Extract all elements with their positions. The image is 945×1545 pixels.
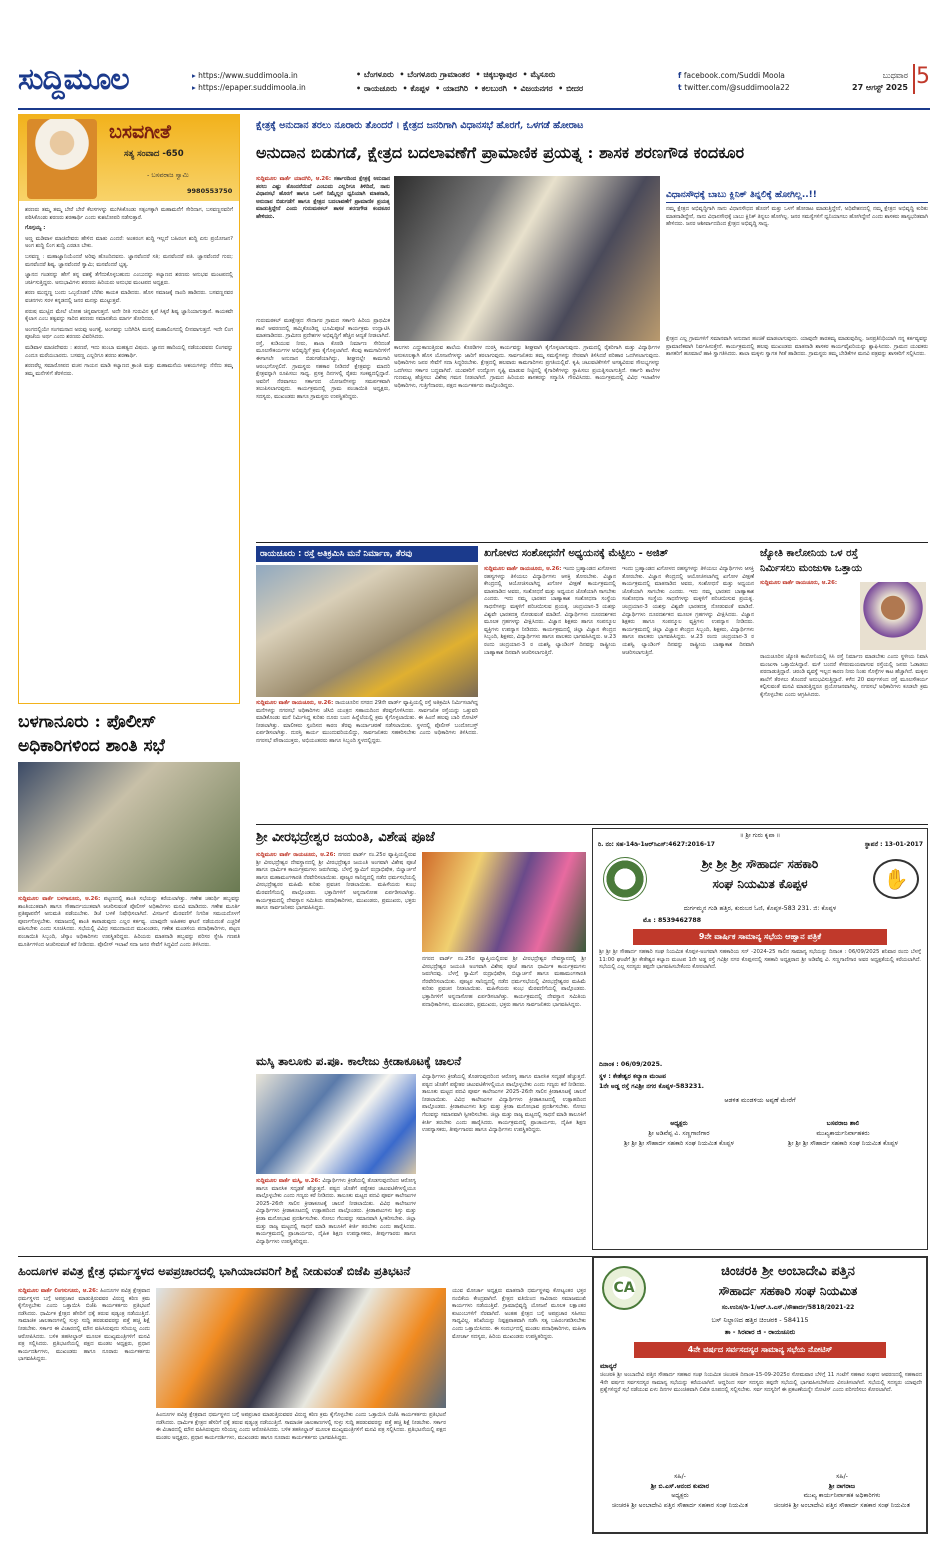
jyoti-colony-article [760, 546, 928, 822]
top-story-sidebar [666, 188, 928, 538]
raichur-photo [256, 565, 478, 697]
ad-notice-text: ಚಿಂಚರಕಿ ಶ್ರೀ ಅಂಬಾದೇವಿ ಪತ್ತಿನ ಸೌಹಾರ್ದ ಸಹಕಾರ ಸಂಘ ನಿಯಮಿತ ಚಿಂಚರಕಿ ದಿನಾಂಕ-15-09-2025ರ ಸೋಮವಾರ ಬೆಳಿಗ್ಗೆ 11 ಗಂಟೆಗೆ ಸಹಕಾರ ಸಂಘದ ಆವರಣದಲ್ಲಿ ಸಹಕಾರದ 4ನೇ ವರ್ಷದ ಸರ್ವಸದಸ್ಯರ ಸಾಮಾನ್ಯ ಸಭೆಯನ್ನು ಕರೆಯಲಾಗಿದೆ. ಆದ್ದರಿಂದ ಸರ್ವ ಸದಸ್ಯರು ತಪ್ಪದೇ ಸಭೆಯಲ್ಲಿ ಭಾಗವಹಿಸಬೇಕೆಂದು ವಿನಂತಿಸಲಾಗಿದೆ. ಸಭೆಯಲ್ಲಿ ಸದಸ್ಯರು ಯಾವುದೇ ಪ್ರಶ್ನೆಗಳಿದ್ದರೆ ಸಭೆ ನಡೆಯುವ ಏಳು ದಿನಗಳ ಮುಂಚಿತವಾಗಿ ಲಿಖಿತ ರೂಪದಲ್ಲಿ ಸಲ್ಲಿಸಬೇಕು. ಸರ್ವ ಸದಸ್ಯರಿಗೆ ಈ ಪ್ರಕಟಣೆಯನ್ನೇ ನೋಟಿಸ್ ಎಂದು ಪರಿಗಣಿಸಲು ಕೋರಲಾಗಿದೆ. [600, 1372, 922, 1394]
ad-place-2: 1ನೇ ಅಡ್ಡ ರಸ್ತೆ ಗವಿಶ್ರೀ ನಗರ ಕೊಪ್ಪಳ-583231. [599, 1083, 704, 1090]
websites [192, 70, 342, 94]
section-divider [256, 542, 928, 543]
article-text: ಇಂದು ಬ್ರಹ್ಮಾಂಡದ ಖಗೋಳದ ರಹಸ್ಯಗಳನ್ನು ತಿಳಿಯಲು ವಿದ್ಯಾರ್ಥಿಗಳು ಆಸಕ್ತಿ ತೋರಬೇಕು. ವಿಜ್ಞಾನ ಕೇಂದ್ರದಲ್ಲಿ ಆಯೋಜಿಸಲಾಗಿದ್ದ ಖಗೋಳ ವೀಕ್ಷಣೆ ಕಾರ್ಯಕ್ರಮದಲ್ಲಿ ಮಾತನಾಡಿದ ಅವರು, ಸಂಶೋಧನೆ ಮತ್ತು ಅಧ್ಯಯನ ಜೊತೆಯಾಗಿ ಸಾಗಬೇಕು ಎಂದರು. ಇದು ನಮ್ಮ ಭಾರತದ ಬಾಹ್ಯಾಕಾಶ ಸಂಶೋಧನಾ ಸಂಸ್ಥೆಯ ಸಾಧನೆಗಳನ್ನು ಮಕ್ಕಳಿಗೆ ಪರಿಚಯಿಸುವ ಪ್ರಯತ್ನ. ಚಂದ್ರಯಾನ-3 ಯಶಸ್ಸು ವಿಶ್ವವೇ ಭಾರತದತ್ತ ನೋಡುವಂತೆ ಮಾಡಿದೆ. ವಿದ್ಯಾರ್ಥಿಗಳು ದೂರದರ್ಶಕದ ಮೂಲಕ ಗ್ರಹಗಳನ್ನು ವೀಕ್ಷಿಸಿದರು. ವಿಜ್ಞಾನ ಶಿಕ್ಷಕರು ಹಾಗೂ ಸಂಪನ್ಮೂಲ ವ್ಯಕ್ತಿಗಳು ಉಪನ್ಯಾಸ ನೀಡಿದರು. ಕಾರ್ಯಕ್ರಮದಲ್ಲಿ ಜಿಲ್ಲಾ ವಿಜ್ಞಾನ ಕೇಂದ್ರದ ಸಿಬ್ಬಂದಿ, ಶಿಕ್ಷಕರು, ವಿದ್ಯಾರ್ಥಿಗಳು ಹಾಗೂ ಪಾಲಕರು ಭಾಗವಹಿಸಿದ್ದರು. ಆ.23 ರಂದು ಚಂದ್ರಯಾನ-3 ರ ಯಶಸ್ವಿ ಲ್ಯಾಂಡಿಂಗ್ ದಿನವನ್ನು ರಾಷ್ಟ್ರೀಯ ಬಾಹ್ಯಾಕಾಶ ದಿನವಾಗಿ ಆಚರಿಸಲಾಗುತ್ತಿದೆ. [484, 566, 616, 656]
logo: ಸುದ್ದಿಮೂಲ [18, 62, 129, 97]
maski-article [256, 1052, 586, 1250]
sign-role: ಅಧ್ಯಕ್ಷರು [670, 1120, 688, 1127]
basava-para: ಜ್ಞಾನದ ಗಂಡನನ್ನು ಹೇಗೆ ತನ್ನ ವಶಕ್ಕೆ ತೆಗೆದುಕೊಳ್ಳಬಹುದು ಎಂಬುದನ್ನು ಕಲ್ಯಾಣದ ಶರಣರು ಅನುಭವ ಮಂಟಪದಲ್ಲಿ ಚರ್ಚಿಸುತ್ತಿದ್ದರು. ಅನುಭಾವಿಗಳು ಶರಣರು ಹಿರಿಯರು ಅನುಭವ ಮಂಟಪದ ಅಧ್ಯಕ್ಷರು. [25, 272, 233, 286]
sign-org: ಚಿಂಚರಕಿ ಶ್ರೀ ಅಂಬಾದೇವಿ ಪತ್ತಿನ ಸೌಹಾರ್ದ ಸಹಕಾರ ಸಂಘ ನಿಯಮಿತ [612, 1501, 748, 1509]
article-text: ನಗರದ ವಾರ್ಡ್ ನಂ.25ರ ವ್ಯಾಪ್ತಿಯಲ್ಲಿರುವ ಶ್ರೀ ವೀರಭದ್ರೇಶ್ವರ ದೇವಸ್ಥಾನದಲ್ಲಿ ಶ್ರೀ ವೀರಭದ್ರೇಶ್ವರ ಜಯಂತಿ ಅಂಗವಾಗಿ ವಿಶೇಷ ಪೂಜೆ ಹಾಗೂ ಧಾರ್ಮಿಕ ಕಾರ್ಯಕ್ರಮಗಳು ಜರುಗಿದವು. ಬೆಳಗ್ಗೆ ಸ್ವಾಮಿಗೆ ರುದ್ರಾಭಿಷೇಕ, ಬಿಲ್ವಾರ್ಚನೆ ಹಾಗೂ ಮಹಾಮಂಗಳಾರತಿ ನೆರವೇರಿಸಲಾಯಿತು. ಪೂಜ್ಯರ ಸಾನಿಧ್ಯದಲ್ಲಿ ನಡೆದ ಧರ್ಮಸಭೆಯಲ್ಲಿ ವೀರಭದ್ರೇಶ್ವರರ ಮಹಿಮೆ ಕುರಿತು ಪ್ರವಚನ ನೀಡಲಾಯಿತು. ಮಹಿಳೆಯರು ಕುಂಭ ಮೆರವಣಿಗೆಯಲ್ಲಿ ಪಾಲ್ಗೊಂಡರು. ಭಕ್ತಾದಿಗಳಿಗೆ ಅನ್ನದಾಸೋಹ ಏರ್ಪಡಿಸಲಾಗಿತ್ತು. ಕಾರ್ಯಕ್ರಮದಲ್ಲಿ ದೇವಸ್ಥಾನ ಸಮಿತಿಯ ಪದಾಧಿಕಾರಿಗಳು, ಮುಖಂಡರು, ಪ್ರಮುಖರು, ಭಕ್ತರು ಹಾಗೂ ಸಾರ್ವಜನಿಕರು ಭಾಗವಹಿಸಿದ್ದರು. [256, 852, 416, 912]
ad-logo: CA [602, 1266, 646, 1310]
top-story-body: ಗುರುಮಠಕಲ್ ಮತಕ್ಷೇತ್ರದ ಸೌದಾಗರ ಗ್ರಾಮದ ಸರ್ಕಾರಿ ಹಿರಿಯ ಪ್ರಾಥಮಿಕ ಶಾಲೆ ಆವರಣದಲ್ಲಿ ಹಮ್ಮಿಕೊಂಡಿದ್ದ ಭೂಮಿಪೂಜೆ ಕಾರ್ಯಕ್ರಮ ಉದ್ಘಾಟಿಸಿ ಮಾತನಾಡಿದರು. ಗ್ರಾಮೀಣ ಪ್ರದೇಶಗಳ ಅಭಿವೃದ್ಧಿಗೆ ಹೆಚ್ಚಿನ ಆದ್ಯತೆ ನೀಡಲಾಗಿದೆ. ರಸ್ತೆ, ಕುಡಿಯುವ ನೀರು, ಶಾಲಾ ಕೊಠಡಿ ನಿರ್ಮಾಣ ಸೇರಿದಂತೆ ಮೂಲಸೌಕರ್ಯಗಳ ಅಭಿವೃದ್ಧಿಗೆ ಕ್ರಮ ಕೈಗೊಳ್ಳಲಾಗಿದೆ. ಕೆಲವು ಕಾಮಗಾರಿಗಳಿಗೆ ಈಗಾಗಲೇ ಅನುದಾನ ಬಿಡುಗಡೆಯಾಗಿದ್ದು, ಶೀಘ್ರದಲ್ಲೇ ಕಾಮಗಾರಿ ಆರಂಭಗೊಳ್ಳಲಿದೆ. ಗ್ರಾಮಸ್ಥರು ಸಹಕಾರ ನೀಡಿದರೆ ಕ್ಷೇತ್ರವನ್ನು ಮಾದರಿ ಕ್ಷೇತ್ರವನ್ನಾಗಿ ರೂಪಿಸಲು ಸಾಧ್ಯ. ಪ್ರಸಕ್ತ ದಿನಗಳಲ್ಲಿ ರೈತರು ಸಂಕಷ್ಟದಲ್ಲಿದ್ದಾರೆ. ಅವರಿಗೆ ನೆರವಾಗಲು ಸರ್ಕಾರದ ಯೋಜನೆಗಳನ್ನು ಸಮರ್ಪಕವಾಗಿ ತಲುಪಿಸಲಾಗುವುದು. ಕಾರ್ಯಕ್ರಮದಲ್ಲಿ ಗ್ರಾಮ ಪಂಚಾಯಿತಿ ಅಧ್ಯಕ್ಷರು, ಸದಸ್ಯರು, ಮುಖಂಡರು ಹಾಗೂ ಗ್ರಾಮಸ್ಥರು ಉಪಸ್ಥಿತರಿದ್ದರು. [256, 318, 390, 400]
ad-address: ದುರ್ಗಮ್ಮನ ಗುಡಿ ಹತ್ತಿರ, ಕುರುಬರ ಓಣಿ, ಕೊಪ್ಪಳ-583 231. ಜಿ: ಕೊಪ್ಪಳ [683, 905, 837, 912]
veerabhadra-article [256, 828, 586, 1048]
science-body [484, 566, 616, 820]
issue-date-text: 27 ಆಗಸ್ಟ್ 2025 [852, 83, 908, 92]
raichur-body [256, 700, 478, 820]
basava-phone: 9980553750 [187, 187, 233, 195]
sign-role: ಮುಖ್ಯ ಕಾರ್ಯನಿರ್ವಾಹಕ ಅಧಿಕಾರಿಗಳು [803, 1492, 881, 1499]
article-byline: ಸುದ್ದಿಮೂಲ ವಾರ್ತೆ ರಾಯಚೂರು, ಆ.26: [256, 700, 334, 706]
city-row-2 [356, 82, 696, 96]
basava-para: ಶರಣ ಮುದ್ದಣ್ಣ ಬಂದು ಒಬ್ಬರೊಡನೆ ಬೆರೆತು ಕಾಯಕ ಮಾಡಿದರು. ಹೊಸ ಸಮಾಜಕ್ಕೆ ನಾಂದಿ ಹಾಡಿದರು. ಬಸವಣ್ಣನವರ ವಚನಗಳು ಸರಳ ಕನ್ನಡದಲ್ಲಿ ಜನರ ಮನಸ್ಸು ಮುಟ್ಟುತ್ತವೆ. [25, 290, 233, 304]
sign-org: ಶ್ರೀ ಶ್ರೀ ಶ್ರೀ ಸೌಹಾರ್ದ ಸಹಕಾರಿ ಸಂಘ ನಿಯಮಿತ ಕೊಪ್ಪಳ [788, 1140, 898, 1147]
top-story-headline: ಅನುದಾನ ಬಿಡುಗಡೆ, ಕ್ಷೇತ್ರದ ಬದಲಾವಣೆಗೆ ಪ್ರಾಮಾಣಿಕ ಪ್ರಯತ್ನ : ಶಾಸಕ ಶರಣಗೌಡ ಕಂದಕೂರ [256, 143, 745, 162]
sidebar-text-2: ಕ್ಷೇತ್ರದ ಎಲ್ಲ ಗ್ರಾಮಗಳಿಗೆ ಸಮಾನವಾಗಿ ಅನುದಾನ ಹಂಚಿಕೆ ಮಾಡಲಾಗುವುದು. ಯಾವುದೇ ತಾರತಮ್ಯ ಮಾಡುವುದಿಲ್ಲ. ಜನಪ್ರತಿನಿಧಿಯಾಗಿ ನನ್ನ ಕರ್ತವ್ಯವನ್ನು ಪ್ರಾಮಾಣಿಕವಾಗಿ ನಿರ್ವಹಿಸುತ್ತೇನೆ. ಕಾರ್ಯಕ್ರಮದಲ್ಲಿ ಹಲವು ಮುಖಂಡರು ಮಾತನಾಡಿ ಶಾಸಕರ ಕಾರ್ಯವೈಖರಿಯನ್ನು ಶ್ಲಾಘಿಸಿದರು. ಗ್ರಾಮದ ಯುವಕರು ಶಾಸಕರಿಗೆ ಹೂಮಾಲೆ ಹಾಕಿ ಸ್ವಾಗತಿಸಿದರು. ಶಾಲಾ ಮಕ್ಕಳು ಸ್ವಾಗತ ಗೀತೆ ಹಾಡಿದರು. ಗ್ರಾಮಸ್ಥರು ತಮ್ಮ ಬೇಡಿಕೆಗಳ ಮನವಿ ಪತ್ರವನ್ನು ಶಾಸಕರಿಗೆ ಸಲ್ಲಿಸಿದರು. [666, 336, 928, 358]
jyoti-headline-1: ಜ್ಯೋತಿ ಕಾಲೋನಿಯ ಒಳ ರಸ್ತೆ [760, 548, 858, 559]
article-byline: ಸುದ್ದಿಮೂಲ ವಾರ್ತೆ ರಾಯಚೂರು, ಆ.26: [484, 566, 562, 572]
city-item[interactable]: • ಬೀದರ [558, 84, 584, 93]
city-nav [356, 68, 696, 96]
masthead-divider [18, 108, 930, 110]
sign-role: ಅಧ್ಯಕ್ಷರು [671, 1492, 689, 1499]
social-links [678, 70, 828, 94]
bjp-photo [156, 1288, 446, 1408]
raichur-demolition-article [256, 546, 478, 822]
veerabhadra-body-2: ನಗರದ ವಾರ್ಡ್ ನಂ.25ರ ವ್ಯಾಪ್ತಿಯಲ್ಲಿರುವ ಶ್ರೀ ವೀರಭದ್ರೇಶ್ವರ ದೇವಸ್ಥಾನದಲ್ಲಿ ಶ್ರೀ ವೀರಭದ್ರೇಶ್ವರ ಜಯಂತಿ ಅಂಗವಾಗಿ ವಿಶೇಷ ಪೂಜೆ ಹಾಗೂ ಧಾರ್ಮಿಕ ಕಾರ್ಯಕ್ರಮಗಳು ಜರುಗಿದವು. ಬೆಳಗ್ಗೆ ಸ್ವಾಮಿಗೆ ರುದ್ರಾಭಿಷೇಕ, ಬಿಲ್ವಾರ್ಚನೆ ಹಾಗೂ ಮಹಾಮಂಗಳಾರತಿ ನೆರವೇರಿಸಲಾಯಿತು. ಪೂಜ್ಯರ ಸಾನಿಧ್ಯದಲ್ಲಿ ನಡೆದ ಧರ್ಮಸಭೆಯಲ್ಲಿ ವೀರಭದ್ರೇಶ್ವರರ ಮಹಿಮೆ ಕುರಿತು ಪ್ರವಚನ ನೀಡಲಾಯಿತು. ಮಹಿಳೆಯರು ಕುಂಭ ಮೆರವಣಿಗೆಯಲ್ಲಿ ಪಾಲ್ಗೊಂಡರು. ಭಕ್ತಾದಿಗಳಿಗೆ ಅನ್ನದಾಸೋಹ ಏರ್ಪಡಿಸಲಾಗಿತ್ತು. ಕಾರ್ಯಕ್ರಮದಲ್ಲಿ ದೇವಸ್ಥಾನ ಸಮಿತಿಯ ಪದಾಧಿಕಾರಿಗಳು, ಮುಖಂಡರು, ಪ್ರಮುಖರು, ಭಕ್ತರು ಹಾಗೂ ಸಾರ್ವಜನಿಕರು ಭಾಗವಹಿಸಿದ್ದರು. [422, 956, 586, 1008]
ad-sign-1 [600, 1472, 760, 1510]
sidebar-text: ನಮ್ಮ ಕ್ಷೇತ್ರದ ಅಭಿವೃದ್ಧಿಗಾಗಿ ನಾನು ವಿಧಾನಸೌಧದ ಹೊರಗೆ ಮತ್ತು ಒಳಗೆ ಹೋರಾಟ ಮಾಡುತ್ತಿದ್ದೇನೆ, ಅಧಿವೇಶನದಲ್ಲಿ ನಮ್ಮ ಕ್ಷೇತ್ರದ ಅಭಿವೃದ್ಧಿ ಕುರಿತು ಮಾತನಾಡಿದ್ದೇನೆ, ನಾನು ವಿಧಾನಸೌಧಕ್ಕೆ ಬಾಬು ಕ್ಲಿನಿಕ್ ತಿನ್ನಲು ಹೋಗಿಲ್ಲ. ಜನರ ಸಮಸ್ಯೆಗಳಿಗೆ ಧ್ವನಿಯಾಗಲು ಹೋಗಿದ್ದೇನೆ ಎಂದು ಶಾಸಕರು ಹಾಸ್ಯಭರಿತವಾಗಿ ಹೇಳಿದರು. ಜನರ ಆಶೀರ್ವಾದದಿಂದ ಕ್ಷೇತ್ರದ ಅಭಿವೃದ್ಧಿ ಸಾಧ್ಯ. [666, 206, 928, 228]
city-item[interactable]: • ಬೆಂಗಳೂರು ಗ್ರಾಮಾಂತರ [399, 70, 470, 79]
ad-sign-1 [599, 1119, 759, 1149]
maski-headline: ಮಸ್ಕಿ ತಾಲೂಕು ಪ.ಪೂ. ಕಾಲೇಜು ಕ್ರೀಡಾಕೂಟಕ್ಕೆ ಚಾಲನೆ [256, 1054, 462, 1068]
basava-para: ಬಸವಣ್ಣ : ಮಹಾಜ್ಞಾನಿಯೆಂದರೆ ಅರಿವು ಹೊಂದಿದವನು. ಜ್ಞಾನವೆಂದರೆ ಸತಿ; ಮನವೆಂದರೆ ಪತಿ. ಜ್ಞಾನವೆಂದರೆ ಗುರು; ಮನವೆಂದರೆ ಶಿಷ್ಯ. ಜ್ಞಾನವೆಂದರೆ ಸ್ವಾಮಿ; ಮನವೆಂದರೆ ಭೃತ್ಯ. [25, 253, 233, 268]
issue-date [848, 70, 908, 94]
maski-photo [256, 1074, 416, 1174]
ad-address-2: ತಾ - ಸಿರವಾರ ಜಿ - ರಾಯಚೂರು [724, 1328, 796, 1336]
article-text: ವಿದ್ಯಾರ್ಥಿಗಳು ಕ್ರೀಡೆಯಲ್ಲಿ ತೊಡಗುವುದರಿಂದ ಆರೋಗ್ಯ ಹಾಗೂ ಮಾನಸಿಕ ಸದೃಢತೆ ಹೆಚ್ಚುತ್ತದೆ. ಪಠ್ಯದ ಜೊತೆಗೆ ಪಠ್ಯೇತರ ಚಟುವಟಿಕೆಗಳಲ್ಲಿಯೂ ಪಾಲ್ಗೊಳ್ಳಬೇಕು ಎಂದು ಗಣ್ಯರು ಕರೆ ನೀಡಿದರು. ತಾಲೂಕು ಮಟ್ಟದ ಪದವಿ ಪೂರ್ವ ಕಾಲೇಜುಗಳ 2025-26ನೇ ಸಾಲಿನ ಕ್ರೀಡಾಕೂಟಕ್ಕೆ ಚಾಲನೆ ನೀಡಲಾಯಿತು. ವಿವಿಧ ಕಾಲೇಜುಗಳ ವಿದ್ಯಾರ್ಥಿಗಳು ಕ್ರೀಡಾಕೂಟದಲ್ಲಿ ಉತ್ಸಾಹದಿಂದ ಪಾಲ್ಗೊಂಡರು. ಕ್ರೀಡಾಪಟುಗಳು ಶಿಸ್ತು ಮತ್ತು ಕ್ರೀಡಾ ಮನೋಭಾವ ಪ್ರದರ್ಶಿಸಬೇಕು. ಸೋಲು ಗೆಲುವನ್ನು ಸಮಾನವಾಗಿ ಸ್ವೀಕರಿಸಬೇಕು. ಜಿಲ್ಲಾ ಮತ್ತು ರಾಜ್ಯ ಮಟ್ಟದಲ್ಲಿ ಸಾಧನೆ ಮಾಡಿ ತಾಲೂಕಿಗೆ ಕೀರ್ತಿ ತರಬೇಕು ಎಂದು ಹಾರೈಸಿದರು. ಕಾರ್ಯಕ್ರಮದಲ್ಲಿ ಪ್ರಾಚಾರ್ಯರು, ದೈಹಿಕ ಶಿಕ್ಷಣ ಉಪನ್ಯಾಸಕರು, ತೀರ್ಪುಗಾರರು ಹಾಗೂ ವಿದ್ಯಾರ್ಥಿಗಳು ಉಪಸ್ಥಿತರಿದ್ದರು. [256, 1178, 416, 1245]
city-item[interactable]: • ಯಾದಗಿರಿ [435, 84, 469, 93]
basava-para: ಅಂಗದಲ್ಲಿಯೇ ಸಂಗಮನಾದ ಅರುವು ಅಂಗಕ್ಕೆ, ಅಂಗವನ್ನು ಬದಿಗಿರಿಸಿ ಮನಸ್ಸೆ ಮಹಾಲಿಂಗದಲ್ಲಿ ಲೀನವಾಗುತ್ತದೆ. ಇದೇ ಲಿಂಗ ಪೂಜೆಯ ಅರ್ಥ ಎಂದು ಶರಣರು ವಿವರಿಸಿದರು. [25, 326, 233, 341]
bjp-body-3: ಯುವ ಮೋರ್ಚಾ ಅಧ್ಯಕ್ಷರು ಮಾತನಾಡಿ ಧರ್ಮಸ್ಥಳವು ಕೋಟ್ಯಂತರ ಭಕ್ತರ ನಂಬಿಕೆಯ ಕೇಂದ್ರವಾಗಿದೆ. ಕ್ಷೇತ್ರದ ವತಿಯಿಂದ ಸಾವಿರಾರು ಸಮಾಜಮುಖಿ ಕಾರ್ಯಗಳು ನಡೆಯುತ್ತಿವೆ. ಗ್ರಾಮಾಭಿವೃದ್ಧಿ ಯೋಜನೆ ಮೂಲಕ ಲಕ್ಷಾಂತರ ಕುಟುಂಬಗಳಿಗೆ ನೆರವಾಗಿದೆ. ಅಂತಹ ಕ್ಷೇತ್ರದ ಬಗ್ಗೆ ಅಪಪ್ರಚಾರ ಸಹಿಸಲು ಸಾಧ್ಯವಿಲ್ಲ. ತನಿಖೆಯನ್ನು ನಿಷ್ಪಕ್ಷಪಾತವಾಗಿ ನಡೆಸಿ ಸತ್ಯ ಬಹಿರಂಗಪಡಿಸಬೇಕು ಎಂದು ಒತ್ತಾಯಿಸಿದರು. ಈ ಸಂದರ್ಭದಲ್ಲಿ ಮಂಡಲ ಪದಾಧಿಕಾರಿಗಳು, ಮಹಿಳಾ ಮೋರ್ಚಾ ಸದಸ್ಯರು, ಹಿರಿಯ ಮುಖಂಡರು ಉಪಸ್ಥಿತರಿದ್ದರು. [452, 1288, 586, 1340]
ad-top-label: ॥ ಶ್ರೀ ಗುರು ಕೃಪಾ ॥ [739, 832, 781, 839]
basava-title: ಬಸವಗೀತೆ [109, 121, 171, 143]
globe-icon: ▸ [192, 83, 199, 92]
article-byline: ಸುದ್ದಿಮೂಲ ವಾರ್ತೆ ರಾಯಚೂರು, ಆ.26: [760, 580, 837, 586]
basava-para: ಶರಣರು ತಮ್ಮ ತಮ್ಮ ಬೇರೆ ಬೇರೆ ಕೆಲಸಗಳನ್ನು ಮುಗಿಸಿಕೊಂಡು ಸತ್ಸಂಗಕ್ಕಾಗಿ ಮಹಾಮನೆಗೆ ಸೇರಿದಾಗ, ಬಸವಣ್ಣನವರಿಗೆ ಪಠಿಸಿಕೊಂಡು ಶರಣರು ಶರಣಾರ್ಥಿ ಎಂದು ಕುಶಲೋಪರಿ ನಡೆಸುತ್ತಾರೆ. [25, 207, 233, 221]
bjp-protest-article [18, 1260, 586, 1530]
ad-logo-left [603, 857, 647, 901]
basava-para: ಪರುಷ ಮುಟ್ಟಿದ ಮೇಲೆ ಲೋಹ ಚಿನ್ನವಾಗುತ್ತದೆ. ಅದೇ ರೀತಿ ಗುರುವಿನ ಕೃಪೆ ಸಿಕ್ಕರೆ ಶಿಷ್ಯ ಜ್ಞಾನಿಯಾಗುತ್ತಾನೆ. ಕಾಯಕವೇ ಕೈಲಾಸ ಎಂಬ ತತ್ವವನ್ನು ಸಾರಿದ ಶರಣರು ಸಮಾನತೆಯ ಮಾರ್ಗ ತೋರಿದರು. [25, 308, 233, 323]
top-story-kicker: ಕ್ಷೇತ್ರಕ್ಕೆ ಅನುದಾನ ತರಲು ನೂರಾರು ತೊಂದರೆ । ಕ್ಷೇತ್ರದ ಜನರಿಗಾಗಿ ವಿಧಾನಸಭೆ ಹೊರಗೆ, ಒಳಗಡೆ ಹೋರಾಟ [256, 120, 584, 131]
ad-sign-2 [762, 1472, 922, 1510]
top-story-lead-column [256, 176, 390, 316]
ad-phone: ಮೊ : 8539462788 [643, 917, 702, 924]
sign-name: ಶ್ರೀ ಅಡಿವೆಪ್ಪ ವಿ. ಸಣ್ಣಗಾಣಿಗಾರ [648, 1130, 710, 1137]
article-byline: ಸುದ್ದಿಮೂಲ ವಾರ್ತೆ ಲಿಂಗಸುಗೂರು, ಆ.26: [18, 1288, 99, 1294]
basava-portrait [27, 119, 97, 199]
basava-geethe-box [18, 114, 240, 704]
raichur-headline: ರಾಯಚೂರು : ರಸ್ತೆ ಅತಿಕ್ರಮಿಸಿ ಮನೆ ನಿರ್ಮಾಣ, ತೆರವು [256, 546, 478, 562]
veerabhadra-body [256, 852, 416, 1046]
ad-chincharaki [592, 1256, 928, 1534]
ad-estd: ಸ್ಥಾಪನೆ : 13-01-2017 [864, 841, 923, 848]
jyoti-body [760, 580, 856, 652]
section-divider [256, 824, 928, 825]
science-article [484, 546, 754, 822]
basava-author: - ಬಸವರಾಜ ಸ್ವಾಮಿ [147, 171, 189, 179]
balaganur-body [18, 896, 240, 1246]
basava-para: ಅಣ್ಣ ಮಡಿವಾಳ ಮಾಚಿದೇವರು ಹೇಳಿದ ಮಾತು ಎಂದರೆ: ಅಂತರಂಗ ಶುದ್ಧಿ ಇಲ್ಲದೆ ಬಹಿರಂಗ ಶುದ್ಧಿ ಏನು ಪ್ರಯೋಜನ? ಅಂಗ ಶುದ್ಧಿ ಲಿಂಗ ಶುದ್ಧಿ ಎರಡೂ ಬೇಕು. [25, 235, 233, 250]
sign-name: ಶ್ರೀ ಬಿ.ಎಸ್.ಆನಂದ ಕುಮಾರ [650, 1482, 710, 1490]
basava-header [19, 115, 239, 201]
jyoti-text: ರಾಯಚೂರಿನ ಜ್ಯೋತಿ ಕಾಲೋನಿಯಲ್ಲಿ ಸಿಸಿ ರಸ್ತೆ ನಿರ್ಮಾಣ ಮಾಡಬೇಕು ಎಂದು ಸ್ಥಳೀಯ ನಿವಾಸಿ ಮಂಜುಳಾ ಒತ್ತಾಯಿಸಿದ್ದಾರೆ. ಮಳೆ ಬಂದರೆ ಕೆಸರುಮಯವಾಗುವ ರಸ್ತೆಯಲ್ಲಿ ಜನರು ಓಡಾಡಲು ಪರದಾಡುತ್ತಿದ್ದಾರೆ. ಚರಂಡಿ ವ್ಯವಸ್ಥೆ ಇಲ್ಲದ ಕಾರಣ ನೀರು ನಿಂತು ಸೊಳ್ಳೆಗಳ ಕಾಟ ಹೆಚ್ಚಾಗಿದೆ. ಮಕ್ಕಳು ಶಾಲೆಗೆ ತೆರಳಲು ತೊಂದರೆ ಅನುಭವಿಸುತ್ತಿದ್ದಾರೆ. ಕಳೆದ 20 ವರ್ಷಗಳಿಂದ ರಸ್ತೆ ಮೂಲಸೌಕರ್ಯ ಕಲ್ಪಿಸುವಂತೆ ಮನವಿ ಮಾಡುತ್ತಿದ್ದರೂ ಪ್ರಯೋಜನವಾಗಿಲ್ಲ. ನಗರಸಭೆ ಅಧಿಕಾರಿಗಳು ಕೂಡಲೇ ಕ್ರಮ ಕೈಗೊಳ್ಳಬೇಕು ಎಂದು ಆಗ್ರಹಿಸಿದರು. [760, 654, 928, 698]
maski-body-2: ವಿದ್ಯಾರ್ಥಿಗಳು ಕ್ರೀಡೆಯಲ್ಲಿ ತೊಡಗುವುದರಿಂದ ಆರೋಗ್ಯ ಹಾಗೂ ಮಾನಸಿಕ ಸದೃಢತೆ ಹೆಚ್ಚುತ್ತದೆ. ಪಠ್ಯದ ಜೊತೆಗೆ ಪಠ್ಯೇತರ ಚಟುವಟಿಕೆಗಳಲ್ಲಿಯೂ ಪಾಲ್ಗೊಳ್ಳಬೇಕು ಎಂದು ಗಣ್ಯರು ಕರೆ ನೀಡಿದರು. ತಾಲೂಕು ಮಟ್ಟದ ಪದವಿ ಪೂರ್ವ ಕಾಲೇಜುಗಳ 2025-26ನೇ ಸಾಲಿನ ಕ್ರೀಡಾಕೂಟಕ್ಕೆ ಚಾಲನೆ ನೀಡಲಾಯಿತು. ವಿವಿಧ ಕಾಲೇಜುಗಳ ವಿದ್ಯಾರ್ಥಿಗಳು ಕ್ರೀಡಾಕೂಟದಲ್ಲಿ ಉತ್ಸಾಹದಿಂದ ಪಾಲ್ಗೊಂಡರು. ಕ್ರೀಡಾಪಟುಗಳು ಶಿಸ್ತು ಮತ್ತು ಕ್ರೀಡಾ ಮನೋಭಾವ ಪ್ರದರ್ಶಿಸಬೇಕು. ಸೋಲು ಗೆಲುವನ್ನು ಸಮಾನವಾಗಿ ಸ್ವೀಕರಿಸಬೇಕು. ಜಿಲ್ಲಾ ಮತ್ತು ರಾಜ್ಯ ಮಟ್ಟದಲ್ಲಿ ಸಾಧನೆ ಮಾಡಿ ತಾಲೂಕಿಗೆ ಕೀರ್ತಿ ತರಬೇಕು ಎಂದು ಹಾರೈಸಿದರು. ಕಾರ್ಯಕ್ರಮದಲ್ಲಿ ಪ್ರಾಚಾರ್ಯರು, ದೈಹಿಕ ಶಿಕ್ಷಣ ಉಪನ್ಯಾಸಕರು, ತೀರ್ಪುಗಾರರು ಹಾಗೂ ವಿದ್ಯಾರ್ಥಿಗಳು ಉಪಸ್ಥಿತರಿದ್ದರು. [422, 1074, 586, 1134]
balaganur-photo [18, 762, 240, 892]
city-item[interactable]: • ಕಲಬುರಗಿ [473, 84, 507, 93]
article-text: ಹಿಂದೂಗಳ ಪವಿತ್ರ ಕ್ಷೇತ್ರವಾದ ಧರ್ಮಸ್ಥಳದ ಬಗ್ಗೆ ಅಪಪ್ರಚಾರ ಮಾಡುತ್ತಿರುವವರ ವಿರುದ್ಧ ಕಠಿಣ ಕ್ರಮ ಕೈಗೊಳ್ಳಬೇಕು ಎಂದು ಒತ್ತಾಯಿಸಿ ಬಿಜೆಪಿ ಕಾರ್ಯಕರ್ತರು ಪ್ರತಿಭಟನೆ ನಡೆಸಿದರು. ಧಾರ್ಮಿಕ ಕ್ಷೇತ್ರದ ಹೆಸರಿಗೆ ಧಕ್ಕೆ ತರುವ ಷಡ್ಯಂತ್ರ ನಡೆಯುತ್ತಿದೆ. ಸಾಮಾಜಿಕ ಜಾಲತಾಣಗಳಲ್ಲಿ ಸುಳ್ಳು ಸುದ್ದಿ ಹರಡುವವರನ್ನು ಪತ್ತೆ ಹಚ್ಚಿ ಶಿಕ್ಷೆ ನೀಡಬೇಕು. ಸರ್ಕಾರ ಈ ವಿಚಾರದಲ್ಲಿ ಮೌನ ವಹಿಸಿರುವುದು ಸರಿಯಲ್ಲ ಎಂದು ಆರೋಪಿಸಿದರು. ಬಳಿಕ ತಹಸೀಲ್ದಾರ್ ಮೂಲಕ ಮುಖ್ಯಮಂತ್ರಿಗಳಿಗೆ ಮನವಿ ಪತ್ರ ಸಲ್ಲಿಸಿದರು. ಪ್ರತಿಭಟನೆಯಲ್ಲಿ ಪಕ್ಷದ ಮಂಡಲ ಅಧ್ಯಕ್ಷರು, ಪ್ರಧಾನ ಕಾರ್ಯದರ್ಶಿಗಳು, ಮುಖಂಡರು ಹಾಗೂ ನೂರಾರು ಕಾರ್ಯಕರ್ತರು ಭಾಗವಹಿಸಿದ್ದರು. [18, 1288, 150, 1363]
ad-name-2: ಸೌಹಾರ್ದ ಸಹಕಾರಿ ಸಂಘ ನಿಯಮಿತ [718, 1284, 858, 1298]
top-story-lead: ಸರ್ಕಾರದಿಂದ ಕ್ಷೇತ್ರಕ್ಕೆ ಅನುದಾನ ತರಲು ಎಷ್ಟು ತೊಂದರೆಯಿದೆ ಎಂಬುದು ಎಲ್ಲರಿಗೂ ತಿಳಿದಿದೆ, ನಾನು ವಿಧಾನಸಭೆ ಹೊರಗೆ ಹಾಗೂ ಒಳಗೆ ನಿಮ್ಮೆಲ್ಲರ ಧ್ವನಿಯಾಗಿ ಮಾತನಾಡಿ, ಅನುದಾನ ಬಿಡುಗಡೆಗೆ ಹಾಗೂ ಕ್ಷೇತ್ರದ ಬದಲಾವಣೆಗೆ ಪ್ರಾಮಾಣಿಕ ಪ್ರಯತ್ನ ಮಾಡುತ್ತಿದ್ದೇನೆ ಎಂದು ಗುರುಮಠಕಲ್ ಶಾಸಕ ಶರಣಗೌಡ ಕಂದಕೂರ ಹೇಳಿದರು. [256, 176, 390, 220]
epaper-link[interactable]: ▸ https://epaper.suddimoola.in [192, 83, 306, 92]
twitter-icon: t [678, 83, 685, 92]
article-text: ಪಟ್ಟಣದಲ್ಲಿ ಶಾಂತಿ ಸಭೆಯನ್ನು ಕರೆಯಲಾಗಿತ್ತು. ಗಣೇಶ ಚತುರ್ಥಿ ಹಬ್ಬವನ್ನು ಶಾಂತಿಯುತವಾಗಿ ಹಾಗೂ ಸೌಹಾರ್ದಯುತವಾಗಿ ಆಚರಿಸುವಂತೆ ಪೊಲೀಸ್ ಅಧಿಕಾರಿಗಳು ಮನವಿ ಮಾಡಿದರು. ಗಣೇಶ ಮೂರ್ತಿ ಪ್ರತಿಷ್ಠಾಪನೆಗೆ ಅನುಮತಿ ಪಡೆಯಬೇಕು. ಡಿಜೆ ಬಳಕೆ ನಿಷೇಧಿಸಲಾಗಿದೆ. ವಿಸರ್ಜನೆ ಮೆರವಣಿಗೆ ನಿಗದಿತ ಸಮಯದೊಳಗೆ ಪೂರ್ಣಗೊಳ್ಳಬೇಕು. ಸಮಾಜದಲ್ಲಿ ಶಾಂತಿ ಕಾಪಾಡುವುದು ಎಲ್ಲರ ಕರ್ತವ್ಯ. ಯಾವುದೇ ಅಹಿತಕರ ಘಟನೆ ನಡೆಯದಂತೆ ಎಚ್ಚರಿಕೆ ವಹಿಸಬೇಕು ಎಂದು ಸೂಚಿಸಿದರು. ಸಭೆಯಲ್ಲಿ ವಿವಿಧ ಸಮುದಾಯದ ಮುಖಂಡರು, ಗಣೇಶ ಮಂಡಳಿಯ ಪದಾಧಿಕಾರಿಗಳು, ಪಟ್ಟಣ ಪಂಚಾಯಿತಿ ಸಿಬ್ಬಂದಿ, ಜೆಸ್ಕಾಂ ಅಧಿಕಾರಿಗಳು ಉಪಸ್ಥಿತರಿದ್ದರು. ಹಿರಿಯರು ಮಾತನಾಡಿ ಹಬ್ಬವನ್ನು ಪರಿಸರ ಸ್ನೇಹಿ ಗಣಪತಿ ಮೂರ್ತಿಗಳಿಂದ ಆಚರಿಸುವಂತೆ ಕರೆ ನೀಡಿದರು. ಪೊಲೀಸ್ ಇಲಾಖೆ ಸದಾ ಜನರ ಸೇವೆಗೆ ಸಿದ್ಧವಿದೆ ಎಂದು ತಿಳಿಸಿದರು. [18, 896, 240, 948]
basava-para: ಮಡಿವಾಳ ಮಾಚಿದೇವರು : ಶರಣರೆ, ಇದು ತುಂಬಾ ಮಹತ್ವದ ವಿಷಯ. ಜ್ಞಾನದ ಹಾದಿಯಲ್ಲಿ ನಡೆಯುವವರು ಲಿಂಗವನ್ನು ಎಂದೂ ಮರೆಯಬಾರದು. ಬಸವಣ್ಣ ಎಲ್ಲರಿಗೂ ಶರಣು ಶರಣಾರ್ಥಿ. [25, 344, 233, 359]
balaganur-article [18, 710, 240, 1250]
veerabhadra-photo [422, 852, 586, 952]
article-text: ರಾಯಚೂರಿನ ನಗರದ 29ನೇ ವಾರ್ಡ್ ವ್ಯಾಪ್ತಿಯಲ್ಲಿ ರಸ್ತೆ ಅತಿಕ್ರಮಿಸಿ ನಿರ್ಮಿಸಲಾಗಿದ್ದ ಮನೆಗಳನ್ನು ನಗರಸಭೆ ಅಧಿಕಾರಿಗಳು ಜೆಸಿಬಿ ಯಂತ್ರದ ಸಹಾಯದಿಂದ ತೆರವುಗೊಳಿಸಿದರು. ಸಾರ್ವಜನಿಕ ರಸ್ತೆಯನ್ನು ಒತ್ತುವರಿ ಮಾಡಿಕೊಂಡು ಮನೆ ನಿರ್ಮಿಸಿದ್ದ ಕುರಿತು ದೂರು ಬಂದ ಹಿನ್ನೆಲೆಯಲ್ಲಿ ಕ್ರಮ ಕೈಗೊಳ್ಳಲಾಯಿತು. ಈ ಹಿಂದೆ ಹಲವು ಬಾರಿ ನೋಟಿಸ್ ನೀಡಲಾಗಿತ್ತು. ಮಾಲೀಕರು ಸ್ಪಂದಿಸದ ಕಾರಣ ತೆರವು ಕಾರ್ಯಾಚರಣೆ ನಡೆಸಲಾಯಿತು. ಸ್ಥಳದಲ್ಲಿ ಪೊಲೀಸ್ ಬಂದೋಬಸ್ತ್ ಏರ್ಪಡಿಸಲಾಗಿತ್ತು. ದುರಸ್ತಿ ಕಾರ್ಯ ಮುಂದುವರಿಯಲಿದ್ದು, ಸಾರ್ವಜನಿಕರು ಸಹಕರಿಸಬೇಕು ಎಂದು ಅಧಿಕಾರಿಗಳು ತಿಳಿಸಿದರು. ನಗರಸಭೆ ಪೌರಾಯುಕ್ತರು, ಅಭಿಯಂತರರು ಹಾಗೂ ಸಿಬ್ಬಂದಿ ಸ್ಥಳದಲ್ಲಿದ್ದರು. [256, 700, 478, 744]
city-item[interactable]: • ರಾಯಚೂರು [356, 84, 397, 93]
science-headline: ಖಗೋಳದ ಸಂಶೋಧನೆಗೆ ಅಧ್ಯಯನಕ್ಕೆ ಮೆಟ್ಟಿಲು - ಅಜಿತ್ [484, 548, 669, 559]
city-item[interactable]: • ಕೊಪ್ಪಳ [402, 84, 430, 93]
jyoti-portrait [860, 582, 926, 650]
ad-name-2: ಸಂಘ ನಿಯಮಿತ ಕೊಪ್ಪಳ [712, 877, 808, 891]
ad-notice-text: ಶ್ರೀ ಶ್ರೀ ಶ್ರೀ ಸೌಹಾರ್ದ ಸಹಕಾರಿ ಸಂಘ ನಿಯಮಿತ ಕೊಪ್ಪಳ-ಅಂಗವಾಗಿ ಸಹಕಾರಿಯ ಸನ್ -2024-25 ಸಾಲಿನ ಸಾಮಾನ್ಯ ಸಭೆಯನ್ನು ದಿನಾಂಕ : 06/09/2025 ಶನಿವಾರ ರಂದು ಬೆಳಗ್ಗೆ 11:00 ಘಂಟೆಗೆ ಶ್ರೀ ಕೇತೇಶ್ವರ ಕಲ್ಯಾಣ ಮಂಟಪ 1ನೇ ಅಡ್ಡ ರಸ್ತೆ ಗವಿಶ್ರೀ ನಗರ ಕೊಪ್ಪಳದಲ್ಲಿ ಸಹಕಾರಿ ಅಧ್ಯಕ್ಷರಾದ ಶ್ರೀ ಅಡಿವೆಪ್ಪ ವಿ. ಸಣ್ಣಗಾಣಿಗಾರ ಅವರ ಅಧ್ಯಕ್ಷತೆಯಲ್ಲಿ ಕರೆಯಲಾಗಿದೆ. ಸಭೆಯಲ್ಲಿ ಎಲ್ಲ ಸದಸ್ಯರು ತಪ್ಪದೇ ಭಾಗವಹಿಸಬೇಕೆಂದು ಕೋರಲಾಗಿದೆ. [599, 949, 921, 971]
city-row-1 [356, 68, 696, 82]
basava-speaker: ಗೊಗ್ಗಯ್ಯ : [25, 225, 46, 232]
article-byline: ಸುದ್ದಿಮೂಲ ವಾರ್ತೆ ಬಳಗಾನೂರು, ಆ.26: [18, 896, 101, 902]
bjp-body [18, 1288, 150, 1528]
ad-salutation: ಮಾನ್ಯರೆ [600, 1362, 617, 1370]
article-byline: ಸುದ್ದಿಮೂಲ ವಾರ್ತೆ ರಾಯಚೂರು, ಆ.26: [256, 852, 336, 858]
facebook-icon: f [678, 71, 684, 80]
city-item[interactable]: • ಚಿಕ್ಕಬಳ್ಳಾಪುರ [475, 70, 517, 79]
bjp-headline: ಹಿಂದೂಗಳ ಪವಿತ್ರ ಕ್ಷೇತ್ರ ಧರ್ಮಸ್ಥಳದ ಅಪಪ್ರಚಾರದಲ್ಲಿ ಭಾಗಿಯಾದವರಿಗೆ ಶಿಕ್ಷೆ ನೀಡುವಂತೆ ಬಿಜೆಪಿ ಪ್ರತಿಭಟನೆ [18, 1264, 411, 1278]
ad-handshake-icon: ✋ [873, 859, 919, 899]
ad-notice-title: 4ನೇ ವರ್ಷದ ಸರ್ವಸದಸ್ಯರ ಸಾಮಾನ್ಯ ಸಭೆಯ ನೋಟಿಸ್ [634, 1342, 886, 1358]
city-item[interactable]: • ಬೆಂಗಳೂರು [356, 70, 394, 79]
article-byline: ಸುದ್ದಿಮೂಲ ವಾರ್ತೆ ಮಸ್ಕಿ, ಆ.26: [256, 1178, 321, 1184]
masthead [18, 62, 930, 106]
science-col-2: ಇಂದು ಬ್ರಹ್ಮಾಂಡದ ಖಗೋಳದ ರಹಸ್ಯಗಳನ್ನು ತಿಳಿಯಲು ವಿದ್ಯಾರ್ಥಿಗಳು ಆಸಕ್ತಿ ತೋರಬೇಕು. ವಿಜ್ಞಾನ ಕೇಂದ್ರದಲ್ಲಿ ಆಯೋಜಿಸಲಾಗಿದ್ದ ಖಗೋಳ ವೀಕ್ಷಣೆ ಕಾರ್ಯಕ್ರಮದಲ್ಲಿ ಮಾತನಾಡಿದ ಅವರು, ಸಂಶೋಧನೆ ಮತ್ತು ಅಧ್ಯಯನ ಜೊತೆಯಾಗಿ ಸಾಗಬೇಕು ಎಂದರು. ಇದು ನಮ್ಮ ಭಾರತದ ಬಾಹ್ಯಾಕಾಶ ಸಂಶೋಧನಾ ಸಂಸ್ಥೆಯ ಸಾಧನೆಗಳನ್ನು ಮಕ್ಕಳಿಗೆ ಪರಿಚಯಿಸುವ ಪ್ರಯತ್ನ. ಚಂದ್ರಯಾನ-3 ಯಶಸ್ಸು ವಿಶ್ವವೇ ಭಾರತದತ್ತ ನೋಡುವಂತೆ ಮಾಡಿದೆ. ವಿದ್ಯಾರ್ಥಿಗಳು ದೂರದರ್ಶಕದ ಮೂಲಕ ಗ್ರಹಗಳನ್ನು ವೀಕ್ಷಿಸಿದರು. ವಿಜ್ಞಾನ ಶಿಕ್ಷಕರು ಹಾಗೂ ಸಂಪನ್ಮೂಲ ವ್ಯಕ್ತಿಗಳು ಉಪನ್ಯಾಸ ನೀಡಿದರು. ಕಾರ್ಯಕ್ರಮದಲ್ಲಿ ಜಿಲ್ಲಾ ವಿಜ್ಞಾನ ಕೇಂದ್ರದ ಸಿಬ್ಬಂದಿ, ಶಿಕ್ಷಕರು, ವಿದ್ಯಾರ್ಥಿಗಳು ಹಾಗೂ ಪಾಲಕರು ಭಾಗವಹಿಸಿದ್ದರು. ಆ.23 ರಂದು ಚಂದ್ರಯಾನ-3 ರ ಯಶಸ್ವಿ ಲ್ಯಾಂಡಿಂಗ್ ದಿನವನ್ನು ರಾಷ್ಟ್ರೀಯ ಬಾಹ್ಯಾಕಾಶ ದಿನವಾಗಿ ಆಚರಿಸಲಾಗುತ್ತಿದೆ. [622, 566, 754, 656]
science-col-1 [484, 566, 616, 820]
page-number: 5 [913, 64, 930, 94]
ad-address-1: ಬಸ್ ನಿಲ್ದಾಣದ ಹತ್ತಿರ ಚಿಂಚರಕಿ - 584115 [711, 1316, 809, 1324]
sidebar-title: ವಿಧಾನಸೌಧಕ್ಕೆ ಬಾಬು ಕ್ಲಿನಿಕ್ ತಿನ್ನಲಿಕ್ಕೆ ಹೋಗಿಲ್ಲ..!! [666, 188, 928, 203]
jyoti-headline-2: ನಿರ್ಮಿಸಲು ಮಂಜುಳಾ ಒತ್ತಾಯ [760, 563, 863, 574]
sign-org: ಶ್ರೀ ಶ್ರೀ ಶ್ರೀ ಸೌಹಾರ್ದ ಸಹಕಾರಿ ಸಂಘ ನಿಯಮಿತ ಕೊಪ್ಪಳ [624, 1140, 734, 1147]
basava-body [25, 207, 233, 699]
balaganur-headline-1: ಬಳಗಾನೂರು : ಪೊಲೀಸ್ [18, 712, 156, 732]
ad-souharda-koppal [592, 828, 928, 1250]
section-divider [18, 1256, 592, 1257]
ad-order: ಆಡಳಿತ ಮಂಡಳಿಯ ಅಪ್ಪಣೆ ಮೇರೆಗೆ [724, 1097, 796, 1104]
maski-body [256, 1178, 416, 1248]
article-byline: ಸುದ್ದಿಮೂಲ ವಾರ್ತೆ ಯಾದಗಿರಿ, ಆ.26: [256, 176, 332, 182]
top-story-body-2: ಕಾಲಗಳು ಎದ್ದುಕಾಣುತ್ತಿರುವ ಶಾಲೆಯ ಕೊಠಡಿಗಳ ದುರಸ್ತಿ ಕಾರ್ಯವನ್ನು ಶೀಘ್ರವಾಗಿ ಕೈಗೊಳ್ಳಲಾಗುವುದು. ಗ್ರಾಮದಲ್ಲಿ ರೈತರಿಗಾಗಿ ಮತ್ತು ವಿದ್ಯಾರ್ಥಿಗಳ ಅನುಕೂಲಕ್ಕಾಗಿ ಹೊಸ ಯೋಜನೆಗಳನ್ನು ಜಾರಿಗೆ ತರಲಾಗುವುದು. ಸಾರ್ವಜನಿಕರು ತಮ್ಮ ಸಮಸ್ಯೆಗಳನ್ನು ನೇರವಾಗಿ ತಿಳಿಸಿದರೆ ಪರಿಹಾರ ಒದಗಿಸಲಾಗುವುದು. ಅಧಿಕಾರಿಗಳು ಜನರ ಸೇವೆಗೆ ಸದಾ ಸಿದ್ಧರಿರಬೇಕು. ಕ್ಷೇತ್ರದಲ್ಲಿ ಹಲವಾರು ಕಾಮಗಾರಿಗಳು ಪ್ರಗತಿಯಲ್ಲಿವೆ. ಕೃಷಿ ಚಟುವಟಿಕೆಗಳಿಗೆ ಅಗತ್ಯವಿರುವ ಸೌಲಭ್ಯಗಳನ್ನು ಒದಗಿಸಲು ಸರ್ಕಾರ ಬದ್ಧವಾಗಿದೆ. ಯುವಕರಿಗೆ ಉದ್ಯೋಗ ಸೃಷ್ಟಿ ಮಾಡುವ ನಿಟ್ಟಿನಲ್ಲಿ ಕೈಗಾರಿಕೆಗಳನ್ನು ಸ್ಥಾಪಿಸಲು ಪ್ರಯತ್ನಿಸಲಾಗುತ್ತಿದೆ. ಸರ್ಕಾರಿ ಶಾಲೆಗಳ ಗುಣಮಟ್ಟ ಹೆಚ್ಚಿಸಲು ವಿಶೇಷ ಗಮನ ನೀಡಲಾಗಿದೆ. ಗ್ರಾಮದ ಹಿರಿಯರು ಶಾಸಕರನ್ನು ಸನ್ಮಾನಿಸಿ ಗೌರವಿಸಿದರು. ಕಾರ್ಯಕ್ರಮದಲ್ಲಿ ವಿವಿಧ ಇಲಾಖೆಗಳ ಅಧಿಕಾರಿಗಳು, ಗುತ್ತಿಗೆದಾರರು, ಪಕ್ಷದ ಕಾರ್ಯಕರ್ತರು ಪಾಲ್ಗೊಂಡಿದ್ದರು. [394, 345, 660, 389]
ad-name-1: ಚಿಂಚರಕಿ ಶ್ರೀ ಅಂಬಾದೇವಿ ಪತ್ತಿನ [721, 1264, 855, 1279]
city-item[interactable]: • ವಿಜಯನಗರ [512, 84, 553, 93]
bjp-body-2: ಹಿಂದೂಗಳ ಪವಿತ್ರ ಕ್ಷೇತ್ರವಾದ ಧರ್ಮಸ್ಥಳದ ಬಗ್ಗೆ ಅಪಪ್ರಚಾರ ಮಾಡುತ್ತಿರುವವರ ವಿರುದ್ಧ ಕಠಿಣ ಕ್ರಮ ಕೈಗೊಳ್ಳಬೇಕು ಎಂದು ಒತ್ತಾಯಿಸಿ ಬಿಜೆಪಿ ಕಾರ್ಯಕರ್ತರು ಪ್ರತಿಭಟನೆ ನಡೆಸಿದರು. ಧಾರ್ಮಿಕ ಕ್ಷೇತ್ರದ ಹೆಸರಿಗೆ ಧಕ್ಕೆ ತರುವ ಷಡ್ಯಂತ್ರ ನಡೆಯುತ್ತಿದೆ. ಸಾಮಾಜಿಕ ಜಾಲತಾಣಗಳಲ್ಲಿ ಸುಳ್ಳು ಸುದ್ದಿ ಹರಡುವವರನ್ನು ಪತ್ತೆ ಹಚ್ಚಿ ಶಿಕ್ಷೆ ನೀಡಬೇಕು. ಸರ್ಕಾರ ಈ ವಿಚಾರದಲ್ಲಿ ಮೌನ ವಹಿಸಿರುವುದು ಸರಿಯಲ್ಲ ಎಂದು ಆರೋಪಿಸಿದರು. ಬಳಿಕ ತಹಸೀಲ್ದಾರ್ ಮೂಲಕ ಮುಖ್ಯಮಂತ್ರಿಗಳಿಗೆ ಮನವಿ ಪತ್ರ ಸಲ್ಲಿಸಿದರು. ಪ್ರತಿಭಟನೆಯಲ್ಲಿ ಪಕ್ಷದ ಮಂಡಲ ಅಧ್ಯಕ್ಷರು, ಪ್ರಧಾನ ಕಾರ್ಯದರ್ಶಿಗಳು, ಮುಖಂಡರು ಹಾಗೂ ನೂರಾರು ಕಾರ್ಯಕರ್ತರು ಭಾಗವಹಿಸಿದ್ದರು. [156, 1412, 446, 1441]
website-link[interactable]: ▸ https://www.suddimoola.in [192, 71, 298, 80]
sign-name: ಶ್ರೀ ನಾಗರಾಜ [828, 1482, 856, 1490]
sign-label: ಸಹಿ/- [674, 1473, 686, 1480]
globe-icon: ▸ [192, 71, 199, 80]
top-story-photo [394, 176, 660, 341]
sign-org: ಚಿಂಚರಕಿ ಶ್ರೀ ಅಂಬಾದೇವಿ ಪತ್ತಿನ ಸೌಹಾರ್ದ ಸಹಕಾರ ಸಂಘ ನಿಯಮಿತ [774, 1501, 910, 1509]
basava-para: ಶರಣರೆಲ್ಲ ಸಮಾರೋಪದ ವಚನ ಗಾಯನ ಮಾಡಿ ಕಲ್ಯಾಣದ ಕ್ರಾಂತಿ ಮತ್ತು ಮಹಾಮನೆಯ ಆಶಯಗಳನ್ನು ನೆನೆದು ತಮ್ಮ ತಮ್ಮ ಮನೆಗಳಿಗೆ ತೆರಳಿದರು. [25, 363, 233, 377]
ad-sign-2 [763, 1119, 923, 1149]
ad-regno: ಸಂ.ಉನಿಸ/ಡಿ-1/ಆರ್.ಸಿ.ಎಸ್./ಸೌಹಾರ್ದ/5818/2021-22 [721, 1304, 855, 1311]
facebook-link[interactable]: f facebook.com/Suddi Moola [678, 71, 785, 80]
ad-regno: ರಿ. ನಂ: ಸಹ-14ಡಿ-1ಆರ್‌ಸಿಎಸ್:4627:2016-17 [598, 841, 715, 848]
balaganur-headline-2: ಅಧಿಕಾರಿಗಳಿಂದ ಶಾಂತಿ ಸಭೆ [18, 736, 165, 756]
sign-label: ಸಹಿ/- [836, 1473, 848, 1480]
basava-subtitle: ಸತ್ಯ ಸಂವಾದ -650 [124, 149, 184, 159]
ad-place: ಸ್ಥಳ : ಕೇತೇಶ್ವರ ಕಲ್ಯಾಣ ಮಂಟಪ [599, 1073, 667, 1080]
city-item[interactable]: • ಮೈಸೂರು [522, 70, 556, 79]
issue-day: ಬುಧವಾರ [882, 71, 908, 80]
veerabhadra-headline: ಶ್ರೀ ವೀರಭದ್ರೇಶ್ವರ ಜಯಂತಿ, ವಿಶೇಷ ಪೂಜೆ [256, 830, 435, 845]
twitter-link[interactable]: t twitter.com/@suddimoola22 [678, 83, 790, 92]
ad-date: ದಿನಾಂಕ : 06/09/2025. [599, 1061, 663, 1068]
sign-role: ಬಸವರಾಜ ಶಾಲಿ [826, 1120, 860, 1127]
sign-name: ಮುಖ್ಯಕಾರ್ಯನಿರ್ವಾಹಕರು [816, 1130, 870, 1137]
ad-name-1: ಶ್ರೀ ಶ್ರೀ ಶ್ರೀ ಸೌಹಾರ್ದ ಸಹಕಾರಿ [701, 857, 819, 871]
ad-notice-title: 9ನೇ ವಾರ್ಷಿಕ ಸಾಮಾನ್ಯ ಸಭೆಯ ಆಹ್ವಾನ ಪತ್ರಿಕೆ [633, 929, 887, 945]
